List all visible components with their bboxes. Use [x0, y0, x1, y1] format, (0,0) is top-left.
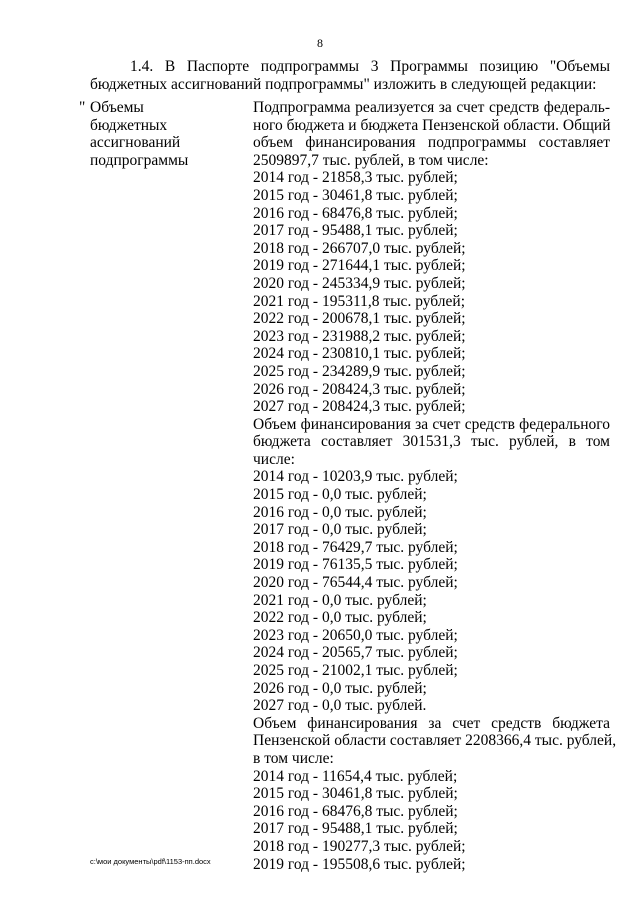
text-line: объем финансирования подпрограммы составляет	[253, 134, 610, 152]
year-amount: 2014 год - 21858,3 тыс. рублей;	[253, 169, 458, 187]
total-financing-block	[253, 99, 610, 416]
year-amount: 2016 год - 68476,8 тыс. рублей;	[253, 204, 458, 222]
year-amount: 2018 год - 76429,7 тыс. рублей;	[253, 538, 458, 556]
text-line: числе:	[253, 450, 295, 468]
year-amount: 2017 год - 0,0 тыс. рублей;	[253, 521, 427, 539]
intro-line: 1.4. В Паспорте подпрограммы 3 Программы позицию "Объемы	[130, 58, 610, 75]
label-line: ассигнований	[90, 134, 181, 152]
text-line: бюджета составляет 301531,3 тыс. рублей, в том	[253, 433, 610, 451]
year-amount: 2023 год - 231988,2 тыс. рублей;	[253, 327, 466, 345]
year-amount: 2020 год - 245334,9 тыс. рублей;	[253, 274, 466, 292]
year-amount: 2015 год - 0,0 тыс. рублей;	[253, 486, 427, 504]
financing-description	[253, 99, 617, 873]
opening-quote-mark: "	[79, 99, 86, 116]
label-line: бюджетных	[90, 116, 168, 134]
year-amount: 2022 год - 200678,1 тыс. рублей;	[253, 310, 466, 328]
year-amount: 2016 год - 0,0 тыс. рублей;	[253, 503, 427, 521]
label-line: подпрограммы	[90, 151, 189, 169]
year-amount: 2017 год - 95488,1 тыс. рублей;	[253, 820, 458, 838]
year-amount: 2018 год - 190277,3 тыс. рублей;	[253, 837, 466, 855]
year-amount: 2025 год - 234289,9 тыс. рублей;	[253, 362, 466, 380]
year-amount: 2026 год - 0,0 тыс. рублей;	[253, 679, 427, 697]
year-amount: 2014 год - 10203,9 тыс. рублей;	[253, 468, 458, 486]
year-amount: 2015 год - 30461,8 тыс. рублей;	[253, 785, 458, 803]
text-line: ного бюджета и бюджета Пензенской области. Общий	[253, 116, 611, 134]
text-line: 2509897,7 тыс. рублей, в том числе:	[253, 151, 489, 169]
year-amount: 2021 год - 195311,8 тыс. рублей;	[253, 292, 465, 310]
year-amount: 2017 год - 95488,1 тыс. рублей;	[253, 222, 458, 240]
intro-line: бюджетных ассигнований подпрограммы" изложить в следующей редакции:	[90, 75, 597, 93]
footer-file-path: c:\мои документы\pdf\1153-пп.docx	[90, 857, 211, 866]
text-line: Объем финансирования за счет средств бюджета	[253, 714, 610, 732]
regional-financing-block	[253, 714, 617, 873]
year-amount: 2027 год - 208424,3 тыс. рублей;	[253, 398, 466, 416]
year-amount: 2014 год - 11654,4 тыс. рублей;	[253, 767, 458, 785]
year-amount: 2015 год - 30461,8 тыс. рублей;	[253, 186, 458, 204]
intro-paragraph	[90, 58, 610, 93]
text-line: Объем финансирования за счет средств федерального	[253, 415, 610, 433]
page-number: 8	[317, 36, 323, 50]
year-amount: 2026 год - 208424,3 тыс. рублей;	[253, 380, 466, 398]
year-amount: 2025 год - 21002,1 тыс. рублей;	[253, 662, 458, 679]
year-amount: 2019 год - 195508,6 тыс. рублей;	[253, 855, 466, 873]
year-amount: 2024 год - 230810,1 тыс. рублей;	[253, 345, 466, 363]
year-amount: 2023 год - 20650,0 тыс. рублей;	[253, 626, 458, 644]
year-amount: 2016 год - 68476,8 тыс. рублей;	[253, 802, 458, 820]
year-amount: 2019 год - 271644,1 тыс. рублей;	[253, 257, 466, 275]
text-line: Пензенской области составляет 2208366,4 тыс. рублей,	[253, 732, 617, 750]
year-amount: 2022 год - 0,0 тыс. рублей;	[253, 609, 427, 627]
year-amount: 2024 год - 20565,7 тыс. рублей;	[253, 644, 458, 662]
text-line: в том числе:	[253, 749, 334, 767]
year-amount: 2021 год - 0,0 тыс. рублей;	[253, 591, 427, 609]
year-amount: 2018 год - 266707,0 тыс. рублей;	[253, 239, 466, 257]
label-line: Объемы	[90, 99, 144, 116]
year-amount: 2027 год - 0,0 тыс. рублей.	[253, 697, 427, 715]
year-amount: 2019 год - 76135,5 тыс. рублей;	[253, 556, 458, 574]
federal-financing-block	[253, 416, 610, 715]
year-amount: 2020 год - 76544,4 тыс. рублей;	[253, 574, 458, 592]
position-label	[90, 99, 240, 169]
text-line: Подпрограмма реализуется за счет средств федераль-	[253, 99, 610, 116]
